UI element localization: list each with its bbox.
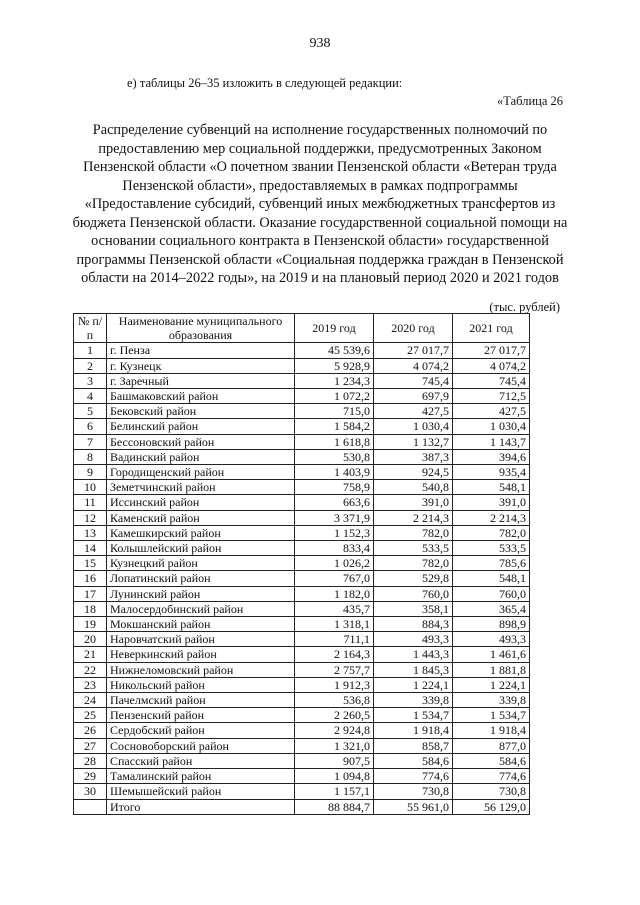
value-2021: 712,5 xyxy=(453,389,530,404)
row-number: 26 xyxy=(74,723,107,738)
table-row xyxy=(74,373,530,388)
value-2019: 2 164,3 xyxy=(295,647,374,662)
row-number: 18 xyxy=(74,601,107,616)
value-2021: 1 881,8 xyxy=(453,662,530,677)
value-2021: 4 074,2 xyxy=(453,358,530,373)
intro-text: е) таблицы 26–35 изложить в следующей редакции: xyxy=(127,76,403,90)
value-2021: 548,1 xyxy=(453,571,530,586)
value-2020: 55 961,0 xyxy=(374,799,453,814)
value-2019: 536,8 xyxy=(295,693,374,708)
value-2020: 884,3 xyxy=(374,617,453,632)
municipality-name: Малосердобинский район xyxy=(107,601,295,616)
municipality-name: Колышлейский район xyxy=(107,541,295,556)
value-2019: 907,5 xyxy=(295,753,374,768)
table-row xyxy=(74,632,530,647)
value-2021: 730,8 xyxy=(453,784,530,799)
value-2021: 533,5 xyxy=(453,541,530,556)
table-row xyxy=(74,495,530,510)
value-2021: 1 143,7 xyxy=(453,434,530,449)
table-row xyxy=(74,358,530,373)
value-2019: 1 157,1 xyxy=(295,784,374,799)
municipality-name: Каменский район xyxy=(107,510,295,525)
value-2019: 88 884,7 xyxy=(295,799,374,814)
value-2019: 715,0 xyxy=(295,404,374,419)
value-2021: 365,4 xyxy=(453,601,530,616)
row-number: 1 xyxy=(74,343,107,358)
value-2019: 1 234,3 xyxy=(295,373,374,388)
value-2019: 45 539,6 xyxy=(295,343,374,358)
row-number: 10 xyxy=(74,480,107,495)
row-number: 14 xyxy=(74,541,107,556)
table-caption-tag: «Таблица 26 xyxy=(497,94,563,108)
municipality-name: г. Кузнецк xyxy=(107,358,295,373)
municipality-name: г. Заречный xyxy=(107,373,295,388)
table-row xyxy=(74,617,530,632)
value-2021: 391,0 xyxy=(453,495,530,510)
row-number: 9 xyxy=(74,465,107,480)
municipality-name: Итого xyxy=(107,799,295,814)
value-2019: 1 912,3 xyxy=(295,677,374,692)
header-2020: 2020 год xyxy=(374,314,453,343)
table-row xyxy=(74,601,530,616)
value-2020: 924,5 xyxy=(374,465,453,480)
row-number: 19 xyxy=(74,617,107,632)
row-number: 30 xyxy=(74,784,107,799)
table-row xyxy=(74,343,530,358)
value-2021: 1 534,7 xyxy=(453,708,530,723)
row-number: 15 xyxy=(74,556,107,571)
table-row xyxy=(74,449,530,464)
table-row xyxy=(74,465,530,480)
row-number: 6 xyxy=(74,419,107,434)
value-2021: 493,3 xyxy=(453,632,530,647)
row-number: 28 xyxy=(74,753,107,768)
row-number: 12 xyxy=(74,510,107,525)
municipality-name: Неверкинский район xyxy=(107,647,295,662)
value-2021: 56 129,0 xyxy=(453,799,530,814)
municipality-name: Лопатинский район xyxy=(107,571,295,586)
table-row xyxy=(74,510,530,525)
row-number: 17 xyxy=(74,586,107,601)
value-2019: 2 924,8 xyxy=(295,723,374,738)
row-number: 5 xyxy=(74,404,107,419)
municipality-name: Вадинский район xyxy=(107,449,295,464)
value-2020: 1 132,7 xyxy=(374,434,453,449)
value-2021: 1 224,1 xyxy=(453,677,530,692)
value-2019: 1 094,8 xyxy=(295,769,374,784)
value-2020: 493,3 xyxy=(374,632,453,647)
header-2019: 2019 год xyxy=(295,314,374,343)
municipality-name: Сосновоборский район xyxy=(107,738,295,753)
municipality-name: Шемышейский район xyxy=(107,784,295,799)
table-row xyxy=(74,753,530,768)
value-2019: 435,7 xyxy=(295,601,374,616)
value-2019: 1 026,2 xyxy=(295,556,374,571)
municipality-name: Иссинский район xyxy=(107,495,295,510)
value-2020: 730,8 xyxy=(374,784,453,799)
value-2021: 584,6 xyxy=(453,753,530,768)
table-heading: Распределение субвенций на исполнение государственных полномочий по предоставлению мер социальной поддержки, предусмотренных Законом Пензенской области «О почетном звании Пензенской области «Ветеран труда Пензенской области», предоставляемых в рамках подпрограммы «Предоставление субсидий, субвенций иных межбюджетных трансфертов из бюджета Пензенской области. Оказание государственной социальной помощи на основании социального контракта в Пензенской области» государственной программы Пензенской области «Социальная поддержка граждан в Пензенской области на 2014–2022 годы», на 2019 и на плановый период 2020 и 2021 годов xyxy=(72,122,568,286)
municipality-name: Бековский район xyxy=(107,404,295,419)
header-municipality: Наименование муниципального образования xyxy=(107,314,295,343)
table-header-row xyxy=(74,314,530,343)
value-2021: 1 461,6 xyxy=(453,647,530,662)
table-row xyxy=(74,769,530,784)
value-2020: 760,0 xyxy=(374,586,453,601)
table-row xyxy=(74,525,530,540)
value-2019: 758,9 xyxy=(295,480,374,495)
row-number: 8 xyxy=(74,449,107,464)
value-2020: 1 224,1 xyxy=(374,677,453,692)
value-2020: 2 214,3 xyxy=(374,510,453,525)
value-2020: 427,5 xyxy=(374,404,453,419)
municipality-name: Наровчатский район xyxy=(107,632,295,647)
value-2019: 3 371,9 xyxy=(295,510,374,525)
municipality-name: Пензенский район xyxy=(107,708,295,723)
value-2021: 1 030,4 xyxy=(453,419,530,434)
value-2019: 530,8 xyxy=(295,449,374,464)
value-2021: 2 214,3 xyxy=(453,510,530,525)
row-number: 13 xyxy=(74,525,107,540)
value-2019: 1 072,2 xyxy=(295,389,374,404)
value-2020: 540,8 xyxy=(374,480,453,495)
value-2019: 767,0 xyxy=(295,571,374,586)
row-number: 2 xyxy=(74,358,107,373)
value-2020: 782,0 xyxy=(374,525,453,540)
table-row xyxy=(74,677,530,692)
municipality-name: Белинский район xyxy=(107,419,295,434)
value-2019: 1 318,1 xyxy=(295,617,374,632)
header-2021: 2021 год xyxy=(453,314,530,343)
value-2020: 774,6 xyxy=(374,769,453,784)
value-2021: 935,4 xyxy=(453,465,530,480)
municipality-name: Мокшанский район xyxy=(107,617,295,632)
value-2020: 782,0 xyxy=(374,556,453,571)
value-2021: 898,9 xyxy=(453,617,530,632)
value-2020: 584,6 xyxy=(374,753,453,768)
value-2021: 427,5 xyxy=(453,404,530,419)
municipality-name: Башмаковский район xyxy=(107,389,295,404)
table-row xyxy=(74,647,530,662)
municipality-name: Бессоновский район xyxy=(107,434,295,449)
value-2020: 387,3 xyxy=(374,449,453,464)
value-2019: 1 618,8 xyxy=(295,434,374,449)
row-number: 29 xyxy=(74,769,107,784)
row-number: 7 xyxy=(74,434,107,449)
units-label: (тыс. рублей) xyxy=(489,300,560,314)
municipality-name: Никольский район xyxy=(107,677,295,692)
row-number: 16 xyxy=(74,571,107,586)
table-row xyxy=(74,389,530,404)
municipality-name: Пачелмский район xyxy=(107,693,295,708)
value-2019: 2 260,5 xyxy=(295,708,374,723)
municipality-name: Городищенский район xyxy=(107,465,295,480)
row-number: 11 xyxy=(74,495,107,510)
value-2019: 1 152,3 xyxy=(295,525,374,540)
value-2020: 697,9 xyxy=(374,389,453,404)
value-2019: 1 321,0 xyxy=(295,738,374,753)
value-2019: 5 928,9 xyxy=(295,358,374,373)
value-2019: 833,4 xyxy=(295,541,374,556)
row-number: 24 xyxy=(74,693,107,708)
table-row xyxy=(74,784,530,799)
table-row xyxy=(74,541,530,556)
value-2020: 1 443,3 xyxy=(374,647,453,662)
municipality-name: Камешкирский район xyxy=(107,525,295,540)
municipality-name: Спасский район xyxy=(107,753,295,768)
municipality-name: Сердобский район xyxy=(107,723,295,738)
value-2021: 745,4 xyxy=(453,373,530,388)
table-row xyxy=(74,738,530,753)
row-number: 22 xyxy=(74,662,107,677)
table-row xyxy=(74,571,530,586)
table-row xyxy=(74,693,530,708)
table-row xyxy=(74,708,530,723)
value-2020: 391,0 xyxy=(374,495,453,510)
value-2020: 745,4 xyxy=(374,373,453,388)
value-2021: 548,1 xyxy=(453,480,530,495)
value-2021: 774,6 xyxy=(453,769,530,784)
row-number: 4 xyxy=(74,389,107,404)
table-row xyxy=(74,586,530,601)
value-2021: 785,6 xyxy=(453,556,530,571)
value-2019: 1 584,2 xyxy=(295,419,374,434)
value-2021: 877,0 xyxy=(453,738,530,753)
municipality-name: Лунинский район xyxy=(107,586,295,601)
header-number: № п/п xyxy=(74,314,107,343)
row-number: 23 xyxy=(74,677,107,692)
value-2019: 663,6 xyxy=(295,495,374,510)
value-2019: 2 757,7 xyxy=(295,662,374,677)
value-2019: 711,1 xyxy=(295,632,374,647)
value-2020: 858,7 xyxy=(374,738,453,753)
municipality-name: Земетчинский район xyxy=(107,480,295,495)
value-2021: 760,0 xyxy=(453,586,530,601)
municipality-name: г. Пенза xyxy=(107,343,295,358)
municipality-name: Нижнеломовский район xyxy=(107,662,295,677)
value-2019: 1 182,0 xyxy=(295,586,374,601)
table-row xyxy=(74,480,530,495)
table-row xyxy=(74,404,530,419)
table-row xyxy=(74,556,530,571)
value-2019: 1 403,9 xyxy=(295,465,374,480)
table-row xyxy=(74,723,530,738)
value-2020: 529,8 xyxy=(374,571,453,586)
value-2021: 1 918,4 xyxy=(453,723,530,738)
row-number xyxy=(74,799,107,814)
table-body xyxy=(74,343,530,814)
value-2021: 339,8 xyxy=(453,693,530,708)
row-number: 21 xyxy=(74,647,107,662)
row-number: 20 xyxy=(74,632,107,647)
value-2020: 1 534,7 xyxy=(374,708,453,723)
row-number: 25 xyxy=(74,708,107,723)
subvention-table xyxy=(73,313,530,815)
table-row xyxy=(74,662,530,677)
value-2020: 339,8 xyxy=(374,693,453,708)
page-number: 938 xyxy=(309,36,331,51)
value-2021: 782,0 xyxy=(453,525,530,540)
value-2020: 533,5 xyxy=(374,541,453,556)
row-number: 27 xyxy=(74,738,107,753)
municipality-name: Тамалинский район xyxy=(107,769,295,784)
total-row xyxy=(74,799,530,814)
value-2020: 27 017,7 xyxy=(374,343,453,358)
value-2020: 4 074,2 xyxy=(374,358,453,373)
row-number: 3 xyxy=(74,373,107,388)
table-row xyxy=(74,419,530,434)
value-2021: 27 017,7 xyxy=(453,343,530,358)
value-2020: 358,1 xyxy=(374,601,453,616)
value-2020: 1 845,3 xyxy=(374,662,453,677)
value-2020: 1 030,4 xyxy=(374,419,453,434)
value-2021: 394,6 xyxy=(453,449,530,464)
table-row xyxy=(74,434,530,449)
municipality-name: Кузнецкий район xyxy=(107,556,295,571)
value-2020: 1 918,4 xyxy=(374,723,453,738)
